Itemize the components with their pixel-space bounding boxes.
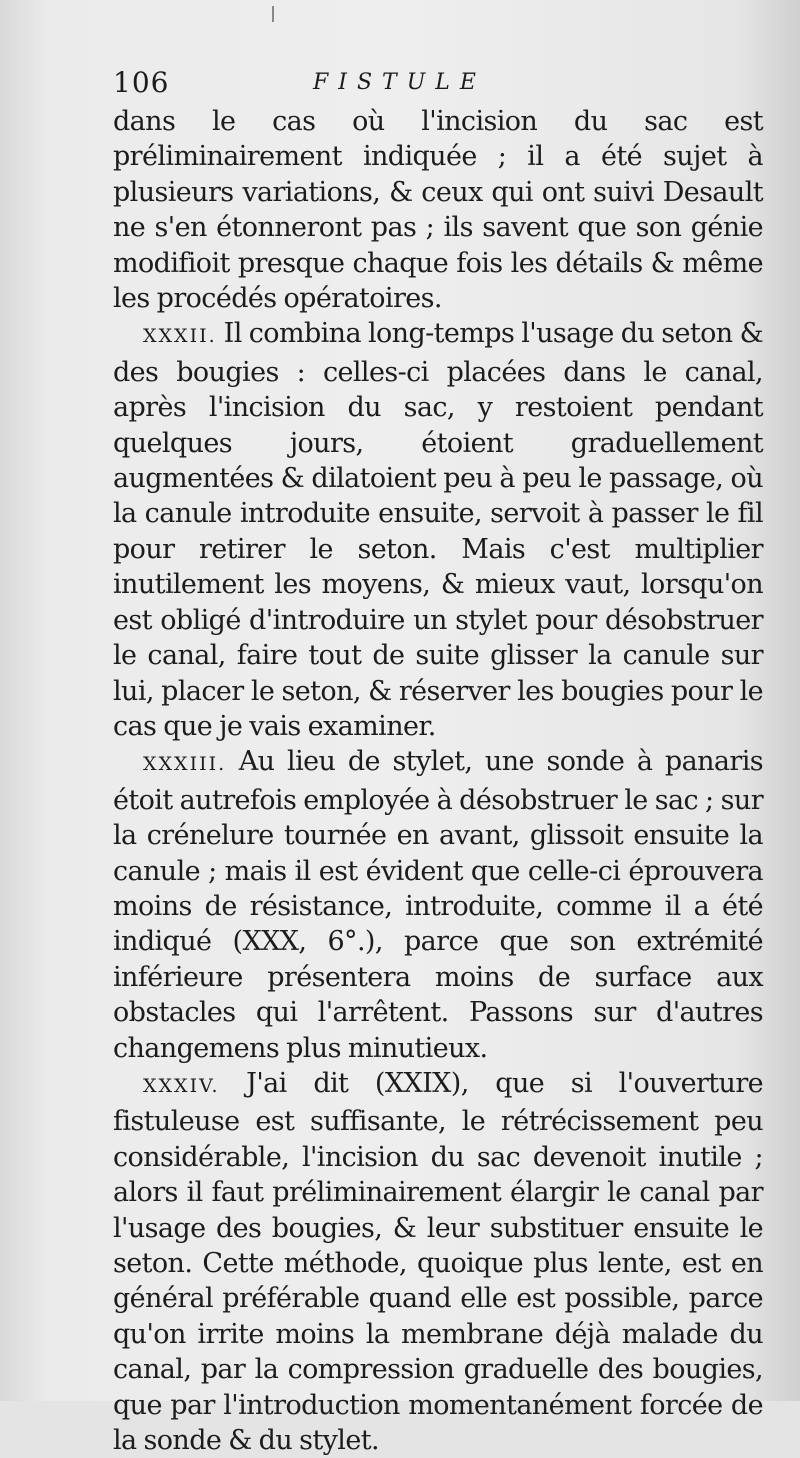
section-number: XXXIII. bbox=[143, 753, 227, 776]
paragraph-xxxiv bbox=[113, 1066, 763, 1458]
paragraph-text: dans le cas où l'incision du sac est préliminairement indiquée ; il a été sujet à plusieurs variations, & ceux qui ont suivi Desault ne s'en étonneront pas ; ils savent que son génie modifioit presque chaque fois les détails & même les procédés opératoires. bbox=[113, 106, 763, 315]
page-number: 106 bbox=[113, 66, 170, 99]
paragraph-xxxiii bbox=[113, 744, 763, 1066]
running-head: FISTULE bbox=[313, 70, 486, 95]
paragraph-xxxii bbox=[113, 316, 763, 744]
page-header bbox=[113, 66, 763, 100]
section-number: XXXII. bbox=[143, 325, 217, 348]
paragraph-text: J'ai dit (XXIX), que si l'ouverture fistuleuse est suffisante, le rétrécissement peu considérable, l'incision du sac devenoit inutile ; alors il faut préliminairement élargir le canal par l'usage des bougies, & leur substituer ensuite le seton. Cette méthode, quoique plus lente, est en général préférable quand elle est possible, parce qu'on irrite moins la membrane déjà malade du canal, par la compression graduelle des bougies, que par l'introduction momentanément forcée de la sonde & du stylet. bbox=[113, 1067, 764, 1457]
paragraph-text: Il combina long-temps l'usage du seton & des bougies : celles-ci placées dans le canal, après l'incision du sac, y restoient pendant quelques jours, étoient graduellement augmentées & dilatoient peu à peu le passage, où la canule introduite ensuite, servoit à passer le fil pour retirer le seton. Mais c'est multiplier inutilement les moyens, & mieux vaut, lorsqu'on est obligé d'introduire un stylet pour désobstruer le canal, faire tout de suite glisser la canule sur lui, placer le seton, & réserver les bougies pour le cas que je vais examiner. bbox=[113, 318, 764, 742]
paragraph-continuation bbox=[113, 104, 763, 316]
section-number: XXXIV. bbox=[143, 1074, 220, 1097]
paragraph-text: Au lieu de stylet, une sonde à panaris étoit autrefois employée à désobstruer le sac ; sur la crénelure tournée en avant, glissoit ensuite la canule ; mais il est évident que celle-ci éprouvera moins de résistance, introduite, comme il a été indiqué (XXX, 6°.), parce que son extrémité inférieure présentera moins de surface aux obstacles qui l'arrêtent. Passons sur d'autres changemens plus minutieux. bbox=[113, 746, 763, 1064]
gutter-mark bbox=[272, 6, 274, 22]
body-text bbox=[113, 104, 763, 1458]
